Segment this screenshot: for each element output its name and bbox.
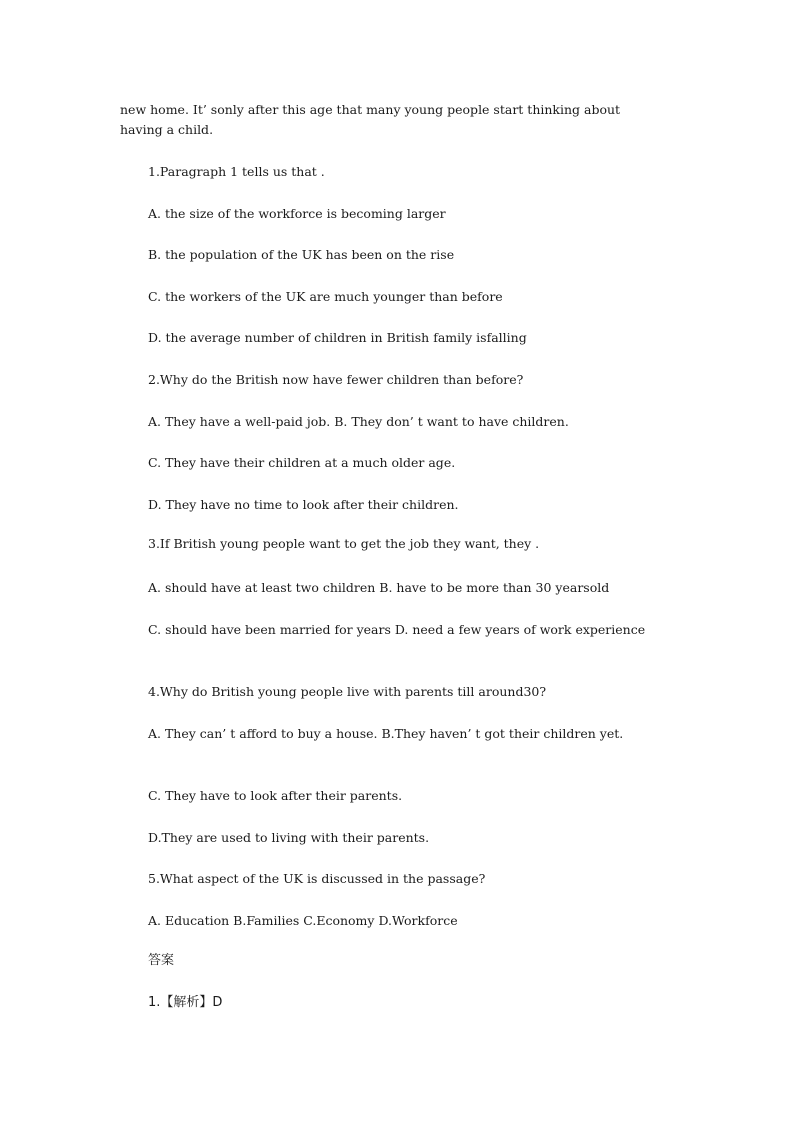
question-1-option-b: B. the population of the UK has been on the rise	[148, 247, 455, 262]
question-4-stem: 4.Why do British young people live with parents till around30?	[148, 684, 547, 699]
question-1-option-c: C. the workers of the UK are much younger than before	[148, 289, 503, 304]
question-4-option-c: C. They have to look after their parents.	[148, 788, 403, 803]
question-4-option-d: D.They are used to living with their parents.	[148, 830, 430, 845]
question-1-option-d: D. the average number of children in British family isfalling	[148, 330, 527, 345]
question-1-stem: 1.Paragraph 1 tells us that .	[148, 164, 325, 179]
question-3-options-ab: A. should have at least two children B. have to be more than 30 yearsold	[148, 580, 610, 595]
question-5-stem: 5.What aspect of the UK is discussed in the passage?	[148, 871, 486, 886]
question-2-option-c: C. They have their children at a much older age.	[148, 455, 456, 470]
question-3-options-cd: C. should have been married for years D. need a few years of work experience	[148, 622, 646, 637]
answer-1: 1.【解析】D	[148, 995, 223, 1010]
question-3-stem: 3.If British young people want to get the job they want, they .	[148, 536, 540, 551]
answer-heading: 答案	[148, 953, 175, 968]
question-2-stem: 2.Why do the British now have fewer children than before?	[148, 372, 524, 387]
question-2-option-d: D. They have no time to look after their children.	[148, 497, 459, 512]
question-4-options-ab: A. They can’ t afford to buy a house. B.They haven’ t got their children yet.	[148, 726, 624, 741]
question-2-options-ab: A. They have a well-paid job. B. They don’ t want to have children.	[148, 414, 569, 429]
question-1-option-a: A. the size of the workforce is becoming larger	[148, 206, 446, 221]
passage-text-line-2: having a child.	[120, 122, 214, 137]
passage-text-line-1: new home. It’ sonly after this age that many young people start thinking about	[120, 102, 621, 117]
question-5-options: A. Education B.Families C.Economy D.Workforce	[148, 913, 458, 928]
